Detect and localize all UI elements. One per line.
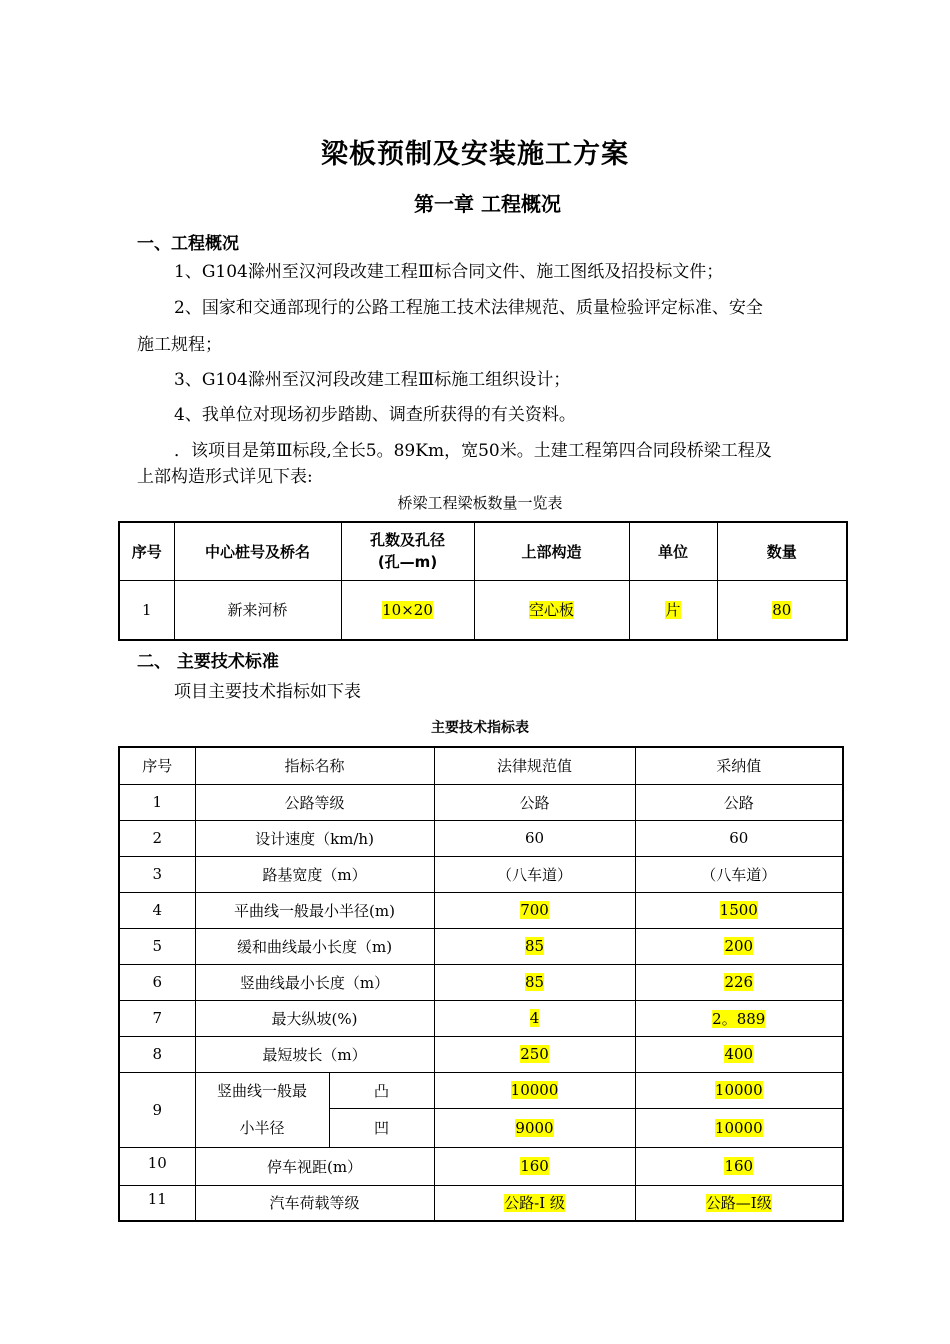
table-cell: 凸 [329, 1072, 434, 1109]
header-cell: 上部构造 [474, 522, 629, 580]
cell-line: 竖曲线一般最 [216, 1081, 307, 1100]
table-cell [635, 1000, 843, 1036]
table-cell [434, 1036, 635, 1072]
table-cell [635, 892, 843, 928]
highlighted-value: 10000 [714, 1081, 763, 1100]
table-cell: 凹 [329, 1109, 434, 1147]
table-cell: 竖曲线最小长度（m） [195, 964, 434, 1000]
table-cell [195, 1072, 329, 1147]
table-cell [635, 928, 843, 964]
header-cell: 序号 [119, 522, 174, 580]
paragraph-5-line2: 上部构造形式详见下表: [137, 467, 313, 487]
table-cell: 汽车荷载等级 [195, 1185, 434, 1221]
table-cell: 缓和曲线最小长度（m) [195, 928, 434, 964]
section1-heading: 一、工程概况 [137, 234, 239, 254]
table-header-row [119, 522, 847, 580]
highlighted-value: 公路—Ⅰ级 [705, 1194, 772, 1213]
table-cell: 5 [119, 928, 195, 964]
header-cell: 序号 [119, 747, 195, 784]
table-cell [635, 1147, 843, 1185]
table-cell: 公路等级 [195, 784, 434, 820]
paragraph-3: 3、G104滁州至汉河段改建工程Ⅲ标施工组织设计； [174, 370, 571, 390]
table-cell: 公路 [635, 784, 843, 820]
table-cell: 7 [119, 1000, 195, 1036]
table-row [119, 892, 843, 928]
highlighted-value: 公路-Ⅰ 级 [504, 1194, 565, 1213]
table-cell: 新来河桥 [174, 580, 341, 640]
header-cell: 采纳值 [635, 747, 843, 784]
table-row [119, 784, 843, 820]
paragraph-2-line2: 施工规程； [137, 335, 222, 355]
table-cell: 11 [119, 1185, 195, 1221]
table-cell: 1 [119, 784, 195, 820]
header-cell: 单位 [629, 522, 717, 580]
highlighted-value: 2。889 [712, 1009, 766, 1028]
table-row [119, 928, 843, 964]
highlighted-value: 10×20 [382, 600, 433, 619]
paragraph-1: 1、G104滁州至汉河段改建工程Ⅲ标合同文件、施工图纸及招投标文件； [174, 262, 724, 282]
table-row [119, 964, 843, 1000]
highlighted-value: 250 [520, 1045, 549, 1063]
header-cell: 指标名称 [195, 747, 434, 784]
table-cell: （八车道） [434, 856, 635, 892]
table-cell [635, 964, 843, 1000]
highlighted-value: 80 [772, 600, 792, 619]
table-cell [434, 1185, 635, 1221]
paragraph-4: 4、我单位对现场初步踏勘、调查所获得的有关资料。 [174, 405, 576, 425]
chapter-title: 第一章 工程概况 [414, 192, 561, 216]
table-cell: 公路 [434, 784, 635, 820]
table-row [119, 1185, 843, 1221]
highlighted-value: 226 [724, 973, 754, 991]
highlighted-value: 400 [724, 1045, 754, 1063]
paragraph-5-line1: ．该项目是第Ⅲ标段,全长5。89Km，宽50米。土建工程第四合同段桥梁工程及 [174, 441, 772, 461]
table-cell: 8 [119, 1036, 195, 1072]
technical-standards-table [118, 746, 844, 1222]
header-cell: 法律规范值 [434, 747, 635, 784]
table-row [119, 856, 843, 892]
table-cell: 设计速度（km/h) [195, 820, 434, 856]
table-cell: 3 [119, 856, 195, 892]
table-cell [629, 580, 717, 640]
section2-heading: 二、 主要技术标准 [137, 652, 279, 672]
table-cell [341, 580, 474, 640]
table-cell [635, 1072, 843, 1109]
table-cell: 最大纵坡(%) [195, 1000, 434, 1036]
highlighted-value: 10000 [510, 1081, 559, 1100]
header-cell [341, 522, 474, 580]
table-cell: 4 [119, 892, 195, 928]
table-cell [434, 1072, 635, 1109]
table-cell: 2 [119, 820, 195, 856]
highlighted-value: 4 [529, 1009, 540, 1027]
document-title: 梁板预制及安装施工方案 [321, 139, 629, 170]
header-line: 孔数及孔径 [369, 531, 445, 550]
cell-line: 小半径 [239, 1118, 285, 1137]
table-row [119, 580, 847, 640]
table-cell [635, 1036, 843, 1072]
header-line: (孔—m) [377, 553, 438, 572]
header-cell: 数量 [717, 522, 847, 580]
section2-intro: 项目主要技术指标如下表 [174, 682, 361, 702]
table-cell: 9 [119, 1072, 195, 1147]
table-cell [434, 892, 635, 928]
table-cell [474, 580, 629, 640]
highlighted-value: 200 [724, 937, 754, 955]
table-row [119, 1000, 843, 1036]
table-header-row [119, 747, 843, 784]
table-cell: 停车视距(m） [195, 1147, 434, 1185]
table-cell [434, 1000, 635, 1036]
highlighted-value: 10000 [714, 1118, 763, 1137]
table-row [119, 1147, 843, 1185]
highlighted-value: 1500 [719, 901, 758, 919]
table-cell: 平曲线一般最小半径(m) [195, 892, 434, 928]
highlighted-value: 700 [520, 901, 549, 919]
highlighted-value: 85 [524, 973, 545, 991]
highlighted-value: 85 [524, 937, 545, 955]
header-cell: 中心桩号及桥名 [174, 522, 341, 580]
table-cell: 60 [434, 820, 635, 856]
highlighted-value: 160 [724, 1157, 754, 1175]
highlighted-value: 160 [520, 1157, 549, 1175]
table-row [119, 1036, 843, 1072]
table-cell [635, 1185, 843, 1221]
table-cell [434, 1109, 635, 1147]
table2-caption: 主要技术指标表 [431, 720, 529, 736]
bridge-slab-table [118, 521, 848, 641]
table-cell [434, 964, 635, 1000]
table-cell [717, 580, 847, 640]
table-cell: 1 [119, 580, 174, 640]
table-cell: 路基宽度（m） [195, 856, 434, 892]
table1-caption: 桥梁工程梁板数量一览表 [397, 494, 563, 512]
highlighted-value: 9000 [515, 1118, 554, 1137]
table-cell [434, 928, 635, 964]
table-cell [434, 1147, 635, 1185]
table-row [119, 1072, 843, 1109]
table-cell: 6 [119, 964, 195, 1000]
table-cell: 最短坡长（m） [195, 1036, 434, 1072]
table-row [119, 820, 843, 856]
highlighted-value: 片 [665, 601, 681, 620]
table-cell [635, 1109, 843, 1147]
highlighted-value: 空心板 [528, 601, 574, 620]
table-cell: （八车道） [635, 856, 843, 892]
table-cell: 60 [635, 820, 843, 856]
paragraph-2-line1: 2、国家和交通部现行的公路工程施工技术法律规范、质量检验评定标准、安全 [174, 298, 763, 318]
table-cell: 10 [119, 1147, 195, 1185]
